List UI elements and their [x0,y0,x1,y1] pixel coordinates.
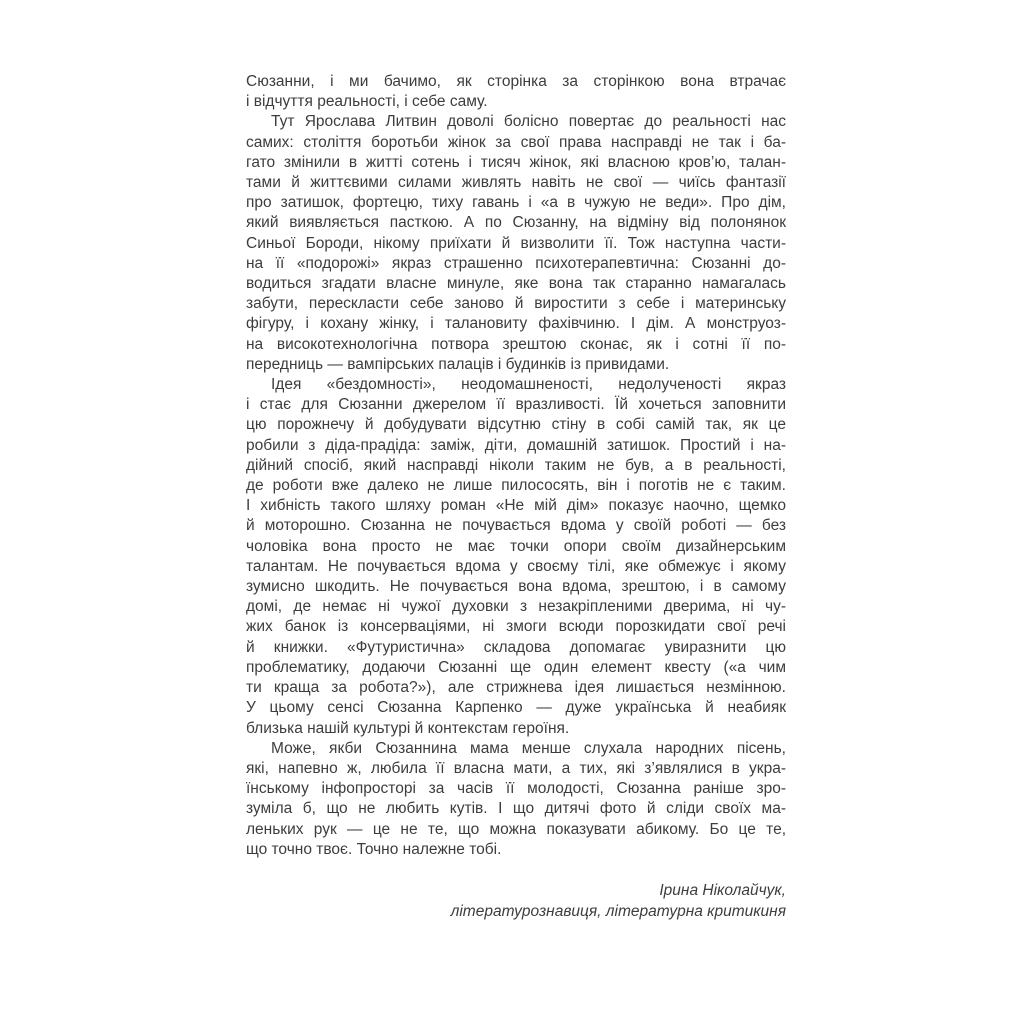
text-line: водиться згадати власне минуле, яке вона так старанно намагалась [246,275,786,293]
text-line: їнському інфопросторі за часів її молодості, Сюзанна раніше зро- [246,780,786,798]
review-text-block [246,72,786,860]
text-line: і стає для Сюзанни джерелом її вразливості. Їй хочеться заповнити [246,396,786,414]
author-signature [246,880,786,922]
text-line: домі, де немає ні чужої духовки з незакріпленими дверима, ні чу- [246,598,786,616]
text-line: гато змінили в житті сотень і тисяч жінок, які власною кров’ю, талан- [246,153,786,171]
text-line: де роботи вже далеко не лише пилососять, він і поготів не є таким. [246,477,786,495]
paragraph [246,739,786,860]
text-line: близька нашій культурі й контекстам героїня. [246,719,570,737]
text-line: жих банок із консерваціями, ні змоги всюди порозкидати свої речі [246,618,786,636]
signature-name: Ірина Ніколайчук, [659,882,786,899]
text-line: на її «подорожі» якраз страшенно психотерапевтична: Сюзанні до- [246,254,786,272]
text-line: Може, якби Сюзаннина мама менше слухала народних пісень, [271,739,786,757]
paragraph [246,72,786,112]
text-line: що точно твоє. Точно належне тобі. [246,840,502,858]
text-line: Сюзанни, і ми бачимо, як сторінка за сторінкою вона втрачає [246,73,786,90]
text-line: тами й життєвими силами живлять навіть не свої — чиїсь фантазії [246,174,786,192]
text-line: забути, перескласти себе заново й виростити з себе і материнську [246,295,786,313]
text-line: і відчуття реальності, і себе саму. [246,93,488,111]
paragraph [246,375,786,739]
text-line: Тут Ярослава Литвин доволі болісно повертає до реальності нас [271,113,786,131]
text-line: робили з діда-прадіда: заміж, діти, домашній затишок. Простий і на- [246,436,786,454]
text-line: передниць — вампірських палаців і будинків із привидами. [246,355,670,373]
text-line: й моторошно. Сюзанна не почувається вдома у своїй роботі — без [246,517,786,535]
text-line: фігуру, і кохану жінку, і талановиту фахівчиню. І дім. А монструоз- [246,315,786,333]
text-line: цю порожнечу й добудувати відсутню стіну в собі самій так, як це [246,416,786,434]
text-line: й книжки. «Футуристична» складова допомагає увиразнити цю [246,638,786,656]
text-line: проблематику, додаючи Сюзанні ще один елемент квесту («а чим [246,658,786,676]
text-line: чоловіка вона просто не має точки опори своїм дизайнерським [246,537,786,555]
text-line: про затишок, фортецю, тиху гавань і «а в чужую не веди». Про дім, [246,194,786,212]
text-line: талантам. Не почувається вдома у своєму тілі, яке обмежує і якому [246,557,786,575]
text-line: І хибність такого шляху роман «Не мій дім» показує наочно, щемко [246,497,786,515]
text-line: зумисно шкодить. Не почувається вона вдома, зрештою, і в самому [246,578,786,596]
text-line: У цьому сенсі Сюзанна Карпенко — дуже українська й неабияк [246,699,786,717]
signature-title: літературознавиця, літературна критикиня [450,903,786,920]
text-line: Ідея «бездомності», неодомашненості, недолученості якраз [271,376,786,394]
text-line: леньких рук — це не те, що можна показувати абикому. Бо це те, [246,820,786,838]
paragraph [246,112,786,375]
text-line: самих: століття боротьби жінок за свої права насправді не так і ба- [246,133,786,151]
text-line: на високотехнологічна потвора зрештою сконає, як і сотні її по- [246,335,786,353]
text-line: Синьої Бороди, нікому приїхати й визволити її. Тож наступна части- [246,234,786,252]
text-line: дійний спосіб, який насправді ніколи таким не був, а в реальності, [246,456,786,474]
text-line: який виявляється пасткою. А по Сюзанну, на відміну від полонянок [246,214,786,232]
text-line: які, напевно ж, любила її власна мати, а тих, які з’являлися в укра- [246,759,786,777]
text-line: зуміла б, що не любить кутів. І що дитячі фото й сліди своїх ма- [246,800,786,818]
text-line: ти краща за робота?»), але стрижнева ідея лишається незмінною. [246,679,786,697]
